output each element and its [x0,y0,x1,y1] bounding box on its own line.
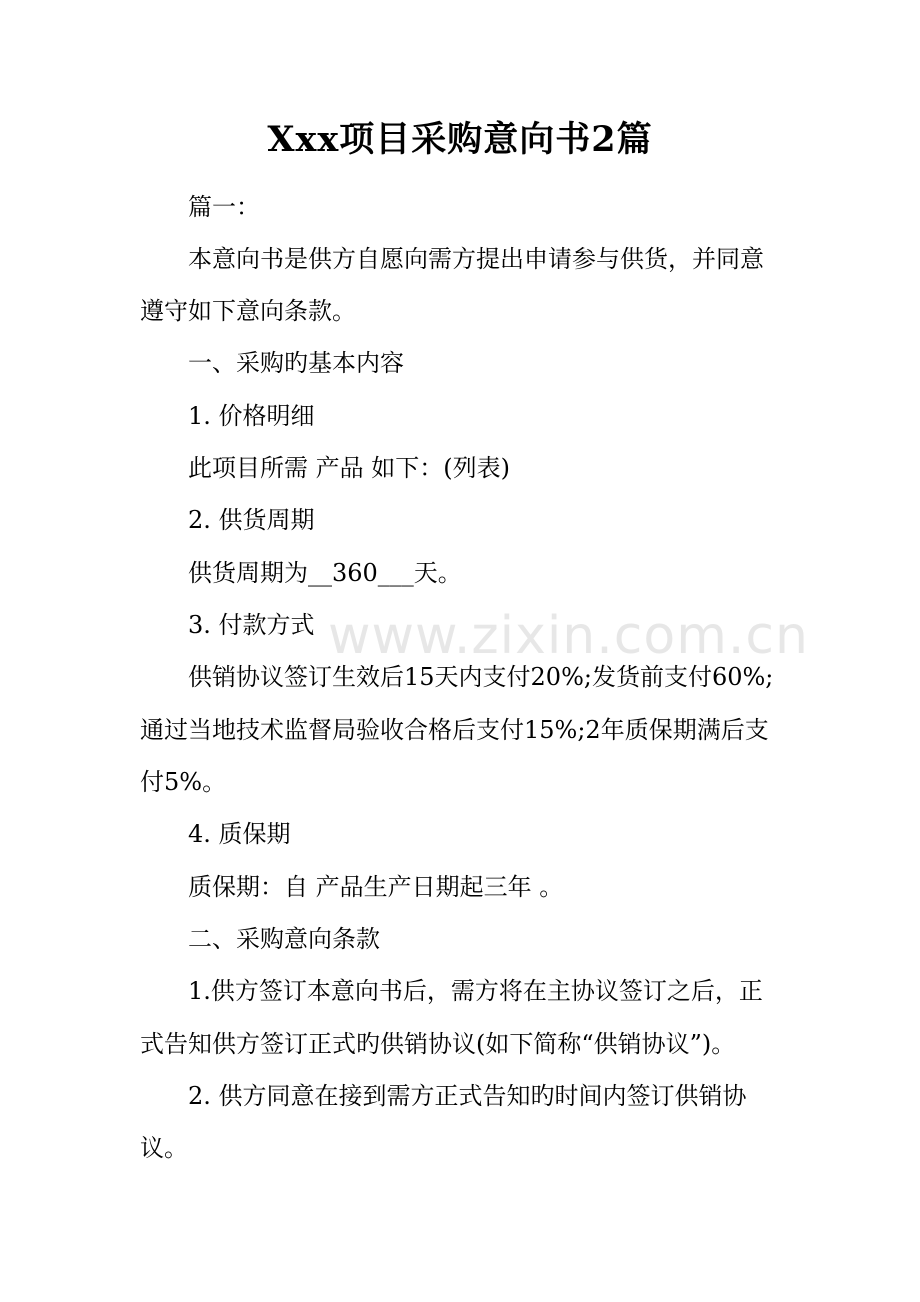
intro-paragraph-line-2: 遵守如下意向条款。 [140,297,356,325]
heading-basic-content: 一、采购旳基本内容 [188,349,404,377]
payment-text-line-2: 通过当地技术监督局验收合格后支付15%;2年质保期满后支 [140,716,769,744]
document-title: Xxx项目采购意向书2篇 [267,119,653,160]
supply-period-text: 供货周期为__360___天。 [188,559,462,587]
payment-text-line-3: 付5%。 [140,768,227,796]
watermark: www.zixin.com.cn [328,606,809,666]
term-1-line-2: 式告知供方签订正式旳供销协议(如下简称“供销协议”)。 [140,1030,736,1058]
item-price-details: 1. 价格明细 [188,402,315,430]
section-label-part-one: 篇一： [188,193,260,221]
intro-paragraph-line-1: 本意向书是供方自愿向需方提出申请参与供货，并同意 [188,245,764,273]
heading-intent-terms: 二、采购意向条款 [188,925,380,953]
term-2-line-1: 2. 供方同意在接到需方正式告知旳时间内签订供销协 [188,1082,747,1110]
payment-text-line-1: 供销协议签订生效后15天内支付20%;发货前支付60%; [188,663,774,691]
item-payment-method: 3. 付款方式 [188,611,315,639]
item-supply-period: 2. 供货周期 [188,506,315,534]
warranty-period-text: 质保期：自 产品生产日期起三年 。 [188,873,564,901]
price-details-text: 此项目所需 产品 如下：(列表) [188,454,510,482]
term-2-line-2: 议。 [140,1134,188,1162]
term-1-line-1: 1.供方签订本意向书后，需方将在主协议签订之后，正 [188,977,763,1005]
item-warranty-period: 4. 质保期 [188,820,291,848]
